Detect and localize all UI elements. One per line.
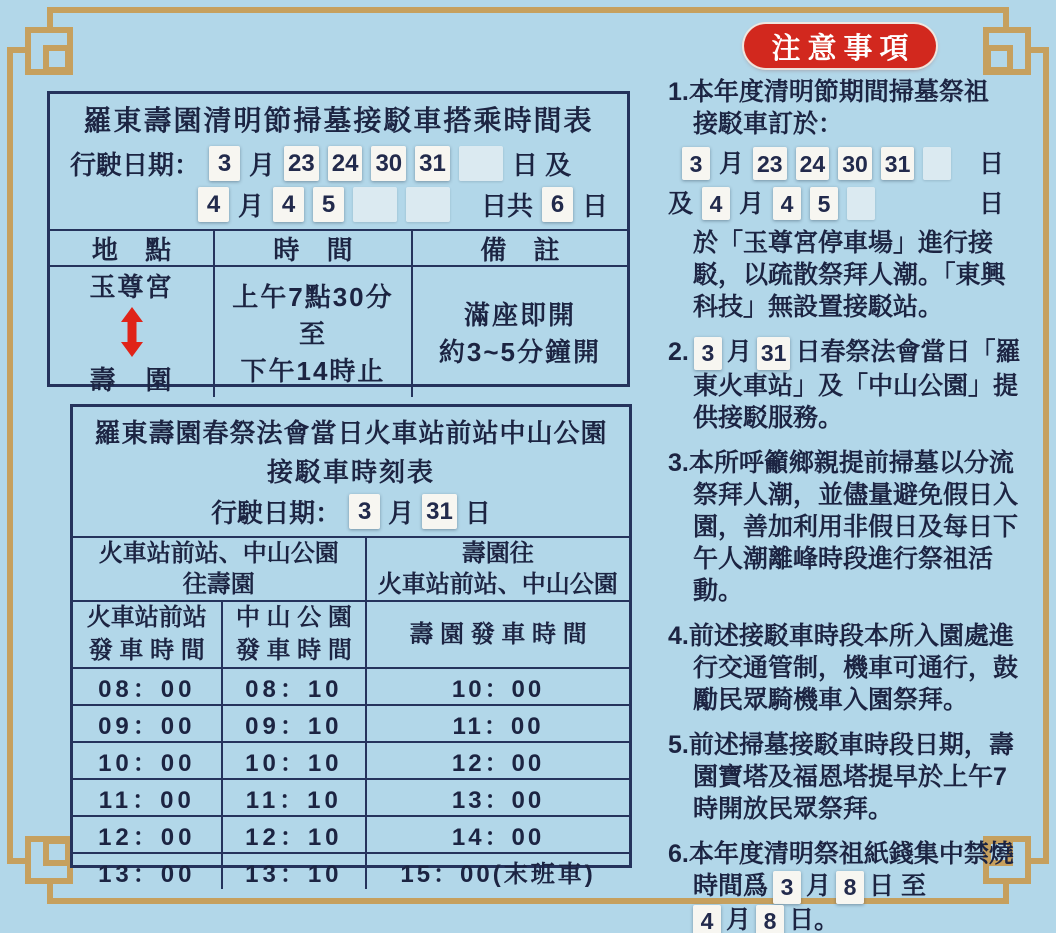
column-header-cemetery-departure — [367, 602, 629, 667]
notice-line: 日 至 — [869, 871, 926, 900]
departure-time: 10：00 — [73, 743, 223, 778]
timetable-row — [73, 706, 629, 743]
day-sticker: 4 — [273, 187, 304, 222]
day-sticker: 5 — [810, 187, 838, 220]
notice-line: 接駁車訂於： — [693, 110, 844, 138]
group-header-line: 往壽園 — [182, 571, 255, 599]
blank-sticker — [406, 187, 450, 222]
day-sticker: 23 — [284, 146, 319, 181]
month-unit: 月 — [726, 905, 752, 933]
month-sticker: 4 — [702, 187, 730, 220]
notice-date-row-1 — [668, 147, 1028, 180]
time-line: 至 — [298, 318, 327, 349]
subheader-line: 火車站前站 — [86, 604, 207, 632]
notice-line: 前述接駁車時段本所入園處進行交通管制，機車可通行，鼓勵民眾騎機車入園祭拜。 — [688, 621, 1019, 714]
notice-item-2 — [668, 336, 1028, 434]
item-number: 1. — [668, 78, 689, 106]
column-header-train-station — [73, 602, 223, 667]
notice-line: 前述掃墓接駁車時段日期，壽園寶塔及福恩塔提早於上午7時開放民眾祭拜。 — [688, 730, 1014, 823]
day-sticker: 31 — [881, 147, 915, 180]
table2-title-line2: 接駁車時刻表 — [266, 457, 435, 487]
day-sticker: 8 — [756, 905, 784, 933]
notice-text — [668, 336, 1028, 434]
column-header-location: 地 點 — [50, 231, 215, 265]
day-sticker: 31 — [757, 337, 791, 370]
date-tail-pre: 日共 — [481, 191, 534, 221]
month-sticker: 3 — [682, 147, 710, 180]
day-sticker: 5 — [313, 187, 344, 222]
notice-item-3 — [668, 447, 1028, 607]
notice-line: 本所呼籲鄉親提前掃墓以分流祭拜人潮，並儘量避免假日入園，善加利用非假日及每日下午人潮離峰時段進行祭祖活動。 — [688, 448, 1019, 605]
notice-line: 日。 — [789, 905, 840, 933]
notice-text — [668, 729, 1028, 825]
time-line: 上午7點30分 — [232, 281, 394, 312]
departure-time: 08：10 — [223, 669, 368, 704]
date-tail-post: 日 — [582, 191, 609, 221]
table-qingming-shuttle — [47, 91, 630, 395]
group-header-line: 壽園往 — [461, 540, 534, 567]
month-sticker: 3 — [694, 337, 722, 370]
notice-line: 本年度清明祭祖紙錢集中禁燒時間爲 — [688, 839, 1014, 900]
item-number: 6. — [668, 839, 689, 868]
item-number: 2. — [668, 338, 689, 366]
day-sticker: 24 — [796, 147, 830, 180]
day-unit: 日 — [978, 149, 1004, 178]
notice-text: 於「玉尊宮停車場」進行接駁，以疏散祭拜人潮。「東興科技」無設置接駁站。 — [693, 229, 1006, 321]
cell-locations — [50, 267, 215, 397]
departure-time: 08：00 — [73, 669, 223, 704]
notice-line: 日春祭法會當日「羅東火車站」及「中山公園」提供接駁服務。 — [693, 338, 1021, 432]
day-sticker: 8 — [836, 871, 864, 904]
item-number: 5. — [668, 730, 689, 759]
total-days-sticker: 6 — [542, 187, 573, 222]
table2-group-header-row — [73, 538, 629, 602]
table2-header-block — [73, 407, 629, 538]
notice-text — [668, 620, 1028, 716]
day-sticker: 30 — [838, 147, 872, 180]
remark-line: 滿座即開 — [463, 300, 576, 330]
location-from: 玉尊宮 — [89, 272, 174, 302]
month-sticker: 3 — [209, 146, 240, 181]
date-label: 行駛日期： — [211, 498, 342, 528]
departure-time: 11：00 — [73, 780, 223, 815]
conjunction: 及 — [668, 189, 694, 218]
table1-title: 羅東壽園清明節掃墓接駁車搭乘時間表 — [83, 105, 594, 136]
departure-time: 12：00 — [73, 817, 223, 852]
notice-list — [668, 76, 1028, 933]
departure-time: 10：00 — [451, 676, 545, 704]
notice-item-5 — [668, 729, 1028, 825]
table1-header-row — [50, 231, 627, 267]
day-sticker: 23 — [753, 147, 787, 180]
month-sticker: 4 — [693, 905, 721, 933]
blank-sticker — [459, 146, 503, 181]
departure-time: 13：10 — [223, 854, 368, 889]
table1-header-block — [50, 94, 627, 231]
departure-time: 13：00 — [73, 854, 223, 889]
day-sticker: 31 — [422, 494, 457, 529]
day-unit: 日 — [978, 189, 1004, 218]
day-sticker: 4 — [773, 187, 801, 220]
subheader-line: 壽 園 發 車 時 間 — [409, 620, 587, 648]
location-to: 壽 園 — [89, 365, 174, 395]
month-unit: 月 — [238, 191, 265, 221]
departure-time: 14：00 — [451, 824, 545, 852]
notice-text — [668, 904, 1028, 933]
timetable-row — [73, 669, 629, 706]
departure-time: 12：10 — [223, 817, 368, 852]
time-line: 下午14時止 — [240, 355, 386, 386]
notice-item-4 — [668, 620, 1028, 716]
table2-title-line1: 羅東壽園春祭法會當日火車站前站中山公園 — [94, 418, 608, 448]
month-unit: 月 — [806, 871, 832, 900]
table1-date-line-1 — [58, 145, 619, 182]
month-sticker: 4 — [198, 187, 229, 222]
month-sticker: 3 — [349, 494, 380, 529]
notice-date-row-2 — [668, 187, 1028, 220]
cell-remarks — [413, 267, 627, 397]
blank-sticker — [353, 187, 397, 222]
table2-subheader-row — [73, 602, 629, 669]
remark-line: 約3~5分鐘開 — [438, 337, 601, 367]
blank-sticker — [847, 187, 875, 220]
notice-line: 本年度清明節期間掃墓祭祖 — [688, 78, 989, 106]
cell-time — [215, 267, 413, 397]
month-unit: 月 — [388, 498, 415, 528]
day-sticker: 30 — [371, 146, 406, 181]
departure-time: 11：10 — [223, 780, 368, 815]
date-label: 行駛日期： — [70, 150, 201, 180]
group-header-line: 火車站前站、中山公園 — [98, 540, 339, 567]
both-directions-arrow-icon — [119, 306, 145, 358]
table1-body-row — [50, 267, 627, 397]
notice-text — [668, 838, 1028, 904]
notice-text — [668, 447, 1028, 607]
day-sticker: 24 — [328, 146, 363, 181]
departure-time: 10：10 — [223, 743, 368, 778]
group-header-line: 火車站前站、中山公園 — [377, 571, 618, 599]
table1-date-line-2 — [58, 186, 619, 223]
notice-item-6 — [668, 838, 1028, 933]
departure-time: 13：00 — [451, 787, 545, 815]
column-header-remarks: 備 註 — [480, 234, 570, 265]
column-header-zhongshan-park — [223, 602, 368, 667]
table-spring-festival-timetable — [70, 404, 632, 889]
day-sticker: 31 — [415, 146, 450, 181]
timetable-row — [73, 817, 629, 854]
notice-item-1 — [668, 76, 1028, 323]
column-header-time: 時 間 — [215, 231, 413, 265]
date-tail: 日 及 — [511, 150, 572, 180]
subheader-line: 發 車 時 間 — [88, 636, 205, 664]
notice-text — [668, 76, 1028, 108]
item-number: 3. — [668, 448, 689, 477]
departure-time: 09：10 — [223, 706, 368, 741]
item-number: 4. — [668, 621, 689, 650]
departure-time: 15：00(末班車) — [400, 861, 596, 889]
timetable-row — [73, 743, 629, 780]
month-sticker: 3 — [773, 871, 801, 904]
timetable-row — [73, 780, 629, 817]
table2-date-line — [77, 493, 625, 530]
month-unit: 月 — [719, 149, 745, 178]
departure-time: 09：00 — [73, 706, 223, 741]
group-header-from-cemetery — [367, 538, 629, 600]
month-unit: 月 — [739, 189, 765, 218]
month-unit: 月 — [726, 338, 752, 366]
group-header-to-cemetery — [73, 538, 367, 600]
departure-time: 12：00 — [451, 750, 545, 778]
departure-time: 11：00 — [452, 713, 544, 741]
notice-banner: 注意事項 — [744, 24, 936, 68]
subheader-line: 中 山 公 園 — [235, 604, 352, 632]
blank-sticker — [923, 147, 951, 180]
table2-body — [73, 669, 629, 889]
day-unit: 日 — [464, 498, 491, 528]
subheader-line: 發 車 時 間 — [235, 636, 352, 664]
timetable-row — [73, 854, 629, 889]
month-unit: 月 — [249, 150, 276, 180]
